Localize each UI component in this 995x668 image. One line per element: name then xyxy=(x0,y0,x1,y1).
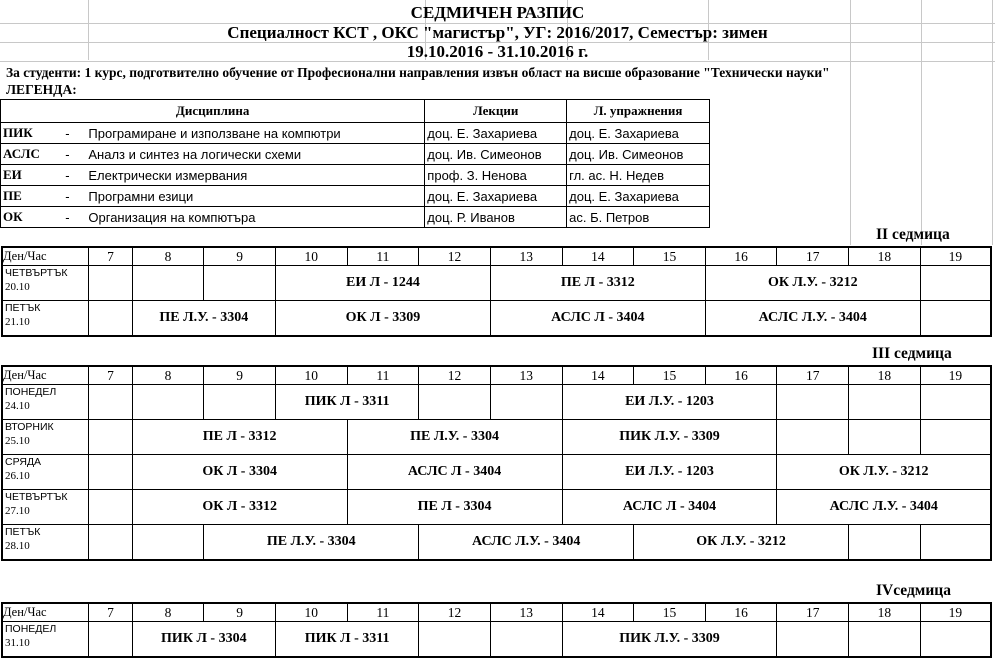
hour-header: 19 xyxy=(920,366,991,385)
specialty-line: Специалност КСТ , ОКС "магистър", УГ: 2016/2017, Семестър: зимен xyxy=(227,23,768,42)
legend-header-lectures: Лекции xyxy=(425,100,567,123)
hour-header: 9 xyxy=(204,366,276,385)
class-cell: ОК Л - 3312 xyxy=(132,490,347,525)
hour-header: 12 xyxy=(419,247,491,266)
hour-header: 18 xyxy=(849,247,921,266)
hour-header: 18 xyxy=(849,603,921,622)
class-cell: ПЕ Л.У. - 3304 xyxy=(132,301,275,337)
empty-slot xyxy=(920,420,991,455)
class-cell: ПИК Л.У. - 3309 xyxy=(562,420,777,455)
empty-slot xyxy=(920,385,991,420)
empty-slot xyxy=(132,385,204,420)
hour-header: 7 xyxy=(89,603,132,622)
hour-header: 11 xyxy=(347,247,419,266)
legend-label: ЛЕГЕНДА: xyxy=(6,82,77,97)
class-cell: АСЛС Л - 3404 xyxy=(490,301,705,337)
legend-lecturer: доц. Р. Иванов xyxy=(425,207,567,228)
empty-slot xyxy=(777,420,849,455)
empty-slot xyxy=(849,622,921,658)
hour-header: 17 xyxy=(777,603,849,622)
week-schedule-table xyxy=(1,602,992,658)
hour-header: 13 xyxy=(490,247,562,266)
empty-slot xyxy=(920,622,991,658)
legend-header-discipline: Дисциплина xyxy=(1,100,425,123)
hour-header: 17 xyxy=(777,247,849,266)
legend-lecturer: проф. З. Ненова xyxy=(425,165,567,186)
legend-dash: - xyxy=(48,144,86,165)
day-name: ПОНЕДЕЛ xyxy=(5,386,57,398)
class-cell: ОК Л - 3309 xyxy=(275,301,490,337)
legend-header-exercises: Л. упражнения xyxy=(567,100,710,123)
day-cell xyxy=(2,622,89,658)
hour-header: 8 xyxy=(132,603,204,622)
hour-header: 13 xyxy=(490,603,562,622)
class-cell: ОК Л.У. - 3212 xyxy=(634,525,849,561)
empty-slot xyxy=(490,622,562,658)
empty-slot xyxy=(920,525,991,561)
schedule-day-row xyxy=(2,266,991,301)
hour-header: 7 xyxy=(89,366,132,385)
legend-discipline-name: Електрически измервания xyxy=(86,165,424,186)
legend-discipline-name: Програмни езици xyxy=(86,186,424,207)
hour-header: 8 xyxy=(132,366,204,385)
empty-slot xyxy=(132,525,204,561)
day-cell xyxy=(2,266,89,301)
class-cell: ПЕ Л - 3304 xyxy=(347,490,562,525)
empty-slot xyxy=(89,266,132,301)
hour-header: 14 xyxy=(562,247,634,266)
week-title: III седмица xyxy=(872,345,952,362)
legend-row xyxy=(1,207,710,228)
empty-slot xyxy=(89,622,132,658)
legend-discipline-name: Аналз и синтез на логически схеми xyxy=(86,144,424,165)
schedule-day-row xyxy=(2,490,991,525)
day-date: 27.10 xyxy=(5,505,30,517)
week-title: II седмица xyxy=(876,226,950,243)
day-name: ВТОРНИК xyxy=(5,421,54,433)
class-cell: ПИК Л.У. - 3309 xyxy=(562,622,777,658)
day-date: 21.10 xyxy=(5,316,30,328)
legend-code: ПЕ xyxy=(1,186,49,207)
hour-header: 14 xyxy=(562,603,634,622)
class-cell: АСЛС Л.У. - 3404 xyxy=(777,490,991,525)
legend-table xyxy=(0,99,710,228)
empty-slot xyxy=(777,385,849,420)
legend-row xyxy=(1,123,710,144)
hour-header: 9 xyxy=(204,603,276,622)
hour-header: 17 xyxy=(777,366,849,385)
day-hour-label: Ден/Час xyxy=(2,603,89,622)
legend-discipline-name: Организация на компютъра xyxy=(86,207,424,228)
legend-assistant: доц. Е. Захариева xyxy=(567,186,710,207)
schedule-title: СЕДМИЧЕН РАЗПИС xyxy=(410,3,585,22)
schedule-day-row xyxy=(2,301,991,337)
hour-header: 16 xyxy=(705,247,777,266)
day-date: 25.10 xyxy=(5,435,30,447)
class-cell: АСЛС Л.У. - 3404 xyxy=(705,301,920,337)
empty-slot xyxy=(204,385,276,420)
hour-header: 19 xyxy=(920,603,991,622)
day-name: ПЕТЪК xyxy=(5,526,41,538)
day-name: ПЕТЪК xyxy=(5,302,41,314)
class-cell: ОК Л.У. - 3212 xyxy=(705,266,920,301)
hour-header: 11 xyxy=(347,366,419,385)
date-range: 19.10.2016 - 31.10.2016 г. xyxy=(406,42,589,61)
hour-header: 10 xyxy=(275,366,347,385)
day-cell xyxy=(2,525,89,561)
hour-header: 15 xyxy=(634,247,706,266)
empty-slot xyxy=(89,301,132,337)
empty-slot xyxy=(89,455,132,490)
empty-slot xyxy=(132,266,204,301)
legend-row xyxy=(1,186,710,207)
hour-header: 7 xyxy=(89,247,132,266)
legend-code: ОК xyxy=(1,207,49,228)
hour-header: 18 xyxy=(849,366,921,385)
hours-header-row xyxy=(2,247,991,266)
schedule-day-row xyxy=(2,455,991,490)
empty-slot xyxy=(419,622,491,658)
class-cell: ПИК Л - 3304 xyxy=(132,622,275,658)
day-hour-label: Ден/Час xyxy=(2,366,89,385)
day-hour-label: Ден/Час xyxy=(2,247,89,266)
day-date: 26.10 xyxy=(5,470,30,482)
schedule-day-row xyxy=(2,385,991,420)
day-date: 28.10 xyxy=(5,540,30,552)
hour-header: 13 xyxy=(490,366,562,385)
day-date: 24.10 xyxy=(5,400,30,412)
empty-slot xyxy=(89,385,132,420)
legend-discipline-name: Програмиране и използване на компютри xyxy=(86,123,424,144)
legend-dash: - xyxy=(48,165,86,186)
schedule-day-row xyxy=(2,525,991,561)
hour-header: 9 xyxy=(204,247,276,266)
class-cell: ПЕ Л - 3312 xyxy=(490,266,705,301)
hour-header: 11 xyxy=(347,603,419,622)
day-name: СРЯДА xyxy=(5,456,42,468)
day-cell xyxy=(2,301,89,337)
legend-dash: - xyxy=(48,186,86,207)
class-cell: ОК Л.У. - 3212 xyxy=(777,455,991,490)
empty-slot xyxy=(490,385,562,420)
legend-row xyxy=(1,144,710,165)
class-cell: ЕИ Л.У. - 1203 xyxy=(562,385,777,420)
legend-assistant: гл. ас. Н. Недев xyxy=(567,165,710,186)
empty-slot xyxy=(849,525,921,561)
week-title: IVседмица xyxy=(876,582,951,599)
hours-header-row xyxy=(2,603,991,622)
week-schedule-table xyxy=(1,246,992,337)
hour-header: 10 xyxy=(275,247,347,266)
hour-header: 19 xyxy=(920,247,991,266)
hour-header: 10 xyxy=(275,603,347,622)
day-cell xyxy=(2,490,89,525)
class-cell: ПИК Л - 3311 xyxy=(275,622,418,658)
day-cell xyxy=(2,385,89,420)
empty-slot xyxy=(89,525,132,561)
hour-header: 12 xyxy=(419,366,491,385)
hour-header: 16 xyxy=(705,603,777,622)
schedule-day-row xyxy=(2,420,991,455)
day-date: 20.10 xyxy=(5,281,30,293)
legend-lecturer: доц. Е. Захариева xyxy=(425,186,567,207)
schedule-day-row xyxy=(2,622,991,658)
class-cell: ОК Л - 3304 xyxy=(132,455,347,490)
class-cell: ПЕ Л.У. - 3304 xyxy=(347,420,562,455)
audience-line: За студенти: 1 курс, подготвително обучение от Професионални направления извън област на висше образование "Технически науки" xyxy=(6,65,830,80)
empty-slot xyxy=(89,490,132,525)
class-cell: ПИК Л - 3311 xyxy=(275,385,418,420)
legend-code: АСЛС xyxy=(1,144,49,165)
hour-header: 14 xyxy=(562,366,634,385)
class-cell: АСЛС Л - 3404 xyxy=(347,455,562,490)
class-cell: ПЕ Л - 3312 xyxy=(132,420,347,455)
day-date: 31.10 xyxy=(5,637,30,649)
day-name: ПОНЕДЕЛ xyxy=(5,623,57,635)
class-cell: АСЛС Л.У. - 3404 xyxy=(419,525,634,561)
hour-header: 15 xyxy=(634,603,706,622)
legend-dash: - xyxy=(48,123,86,144)
legend-dash: - xyxy=(48,207,86,228)
hour-header: 12 xyxy=(419,603,491,622)
day-cell xyxy=(2,420,89,455)
legend-assistant: ас. Б. Петров xyxy=(567,207,710,228)
legend-code: ЕИ xyxy=(1,165,49,186)
class-cell: АСЛС Л - 3404 xyxy=(562,490,777,525)
legend-assistant: доц. Е. Захариева xyxy=(567,123,710,144)
class-cell: ПЕ Л.У. - 3304 xyxy=(204,525,419,561)
hour-header: 8 xyxy=(132,247,204,266)
legend-row xyxy=(1,165,710,186)
class-cell: ЕИ Л - 1244 xyxy=(275,266,490,301)
day-name: ЧЕТВЪРТЪК xyxy=(5,267,68,279)
empty-slot xyxy=(920,301,991,337)
week-schedule-table xyxy=(1,365,992,561)
empty-slot xyxy=(849,420,921,455)
empty-slot xyxy=(849,385,921,420)
class-cell: ЕИ Л.У. - 1203 xyxy=(562,455,777,490)
empty-slot xyxy=(419,385,491,420)
empty-slot xyxy=(920,266,991,301)
legend-lecturer: доц. Е. Захариева xyxy=(425,123,567,144)
hour-header: 16 xyxy=(705,366,777,385)
day-name: ЧЕТВЪРТЪК xyxy=(5,491,68,503)
empty-slot xyxy=(777,622,849,658)
day-cell xyxy=(2,455,89,490)
legend-lecturer: доц. Ив. Симеонов xyxy=(425,144,567,165)
legend-assistant: доц. Ив. Симеонов xyxy=(567,144,710,165)
legend-code: ПИК xyxy=(1,123,49,144)
hour-header: 15 xyxy=(634,366,706,385)
empty-slot xyxy=(89,420,132,455)
hours-header-row xyxy=(2,366,991,385)
empty-slot xyxy=(204,266,276,301)
